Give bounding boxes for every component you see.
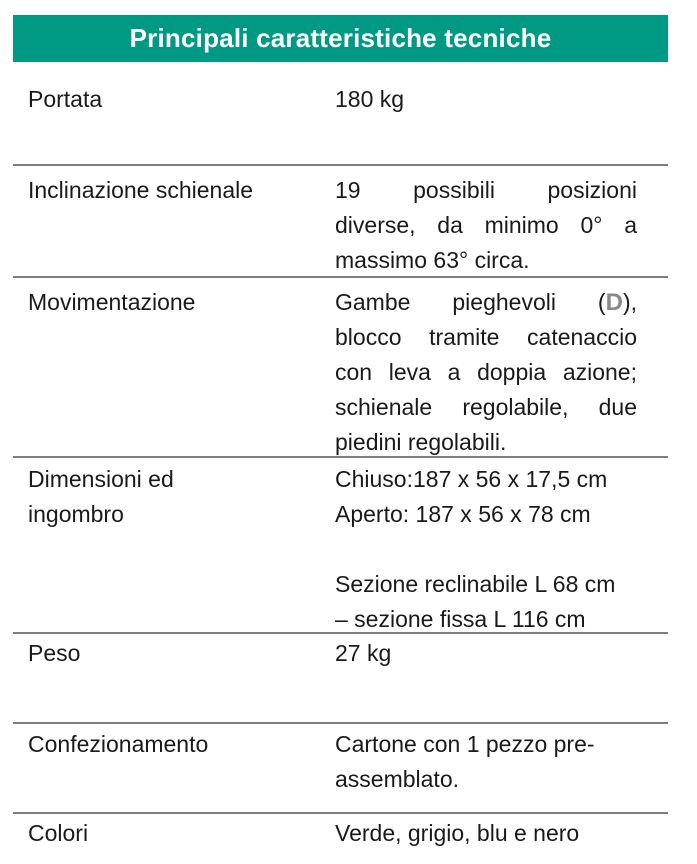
spec-row-portata — [13, 62, 668, 166]
spec-value — [320, 724, 637, 812]
spec-value-line: Sezione reclinabile L 68 cm — [335, 571, 616, 597]
spec-row-colori — [13, 814, 668, 854]
spec-value-line: 180 kg — [335, 86, 405, 112]
spec-row-confezionamento — [13, 724, 668, 814]
spec-label — [13, 458, 320, 632]
spec-row-dimensioni — [13, 458, 668, 634]
spec-label-line: Dimensioni ed — [28, 466, 174, 492]
spec-value-line: 19 possibili posizioni — [335, 177, 637, 203]
d-badge-icon: D — [605, 289, 623, 316]
spec-value-line: schienale regolabile, due — [335, 394, 637, 420]
spec-value-line: massimo 63° circa. — [335, 247, 530, 273]
spec-row-inclinazione — [13, 166, 668, 278]
spec-value — [320, 634, 637, 722]
spec-value — [320, 814, 637, 854]
spec-value — [320, 166, 637, 276]
spec-value-line: diverse, da minimo 0° a — [335, 212, 637, 238]
spec-row-movimentazione — [13, 278, 668, 458]
spec-value — [320, 458, 637, 632]
spec-value — [320, 278, 637, 456]
table-title: Principali caratteristiche tecniche — [129, 23, 552, 53]
spec-value-line: 27 kg — [335, 640, 392, 666]
spec-label: Movimentazione — [28, 289, 196, 315]
spec-value-text: Gambe pieghevoli ( — [335, 289, 606, 315]
spec-label: Colori — [28, 820, 89, 846]
spec-value-line: Cartone con 1 pezzo pre- — [335, 731, 595, 757]
spec-value-line: – sezione fissa L 116 cm — [335, 606, 586, 632]
spec-value-line: assemblato. — [335, 766, 460, 792]
spec-value-text: ), — [622, 289, 637, 315]
spec-label: Portata — [28, 86, 103, 112]
table-header — [13, 15, 668, 62]
spacer — [335, 532, 637, 567]
spec-value — [320, 62, 637, 164]
spec-label-line: ingombro — [28, 501, 124, 527]
spec-label: Confezionamento — [28, 731, 209, 757]
spec-value-line: Verde, grigio, blu e nero — [335, 820, 580, 846]
spec-value-line — [335, 285, 637, 320]
spec-label: Peso — [28, 640, 81, 666]
spec-label: Inclinazione schienale — [28, 177, 254, 203]
spec-row-peso — [13, 634, 668, 724]
spec-value-line: Aperto: 187 x 56 x 78 cm — [335, 501, 591, 527]
spec-value-line: blocco tramite catenaccio — [335, 324, 637, 350]
specifications-table — [13, 15, 668, 854]
spec-value-line: con leva a doppia azione; — [335, 359, 637, 385]
spec-value-line: piedini regolabili. — [335, 429, 507, 455]
spec-value-line: Chiuso:187 x 56 x 17,5 cm — [335, 466, 608, 492]
